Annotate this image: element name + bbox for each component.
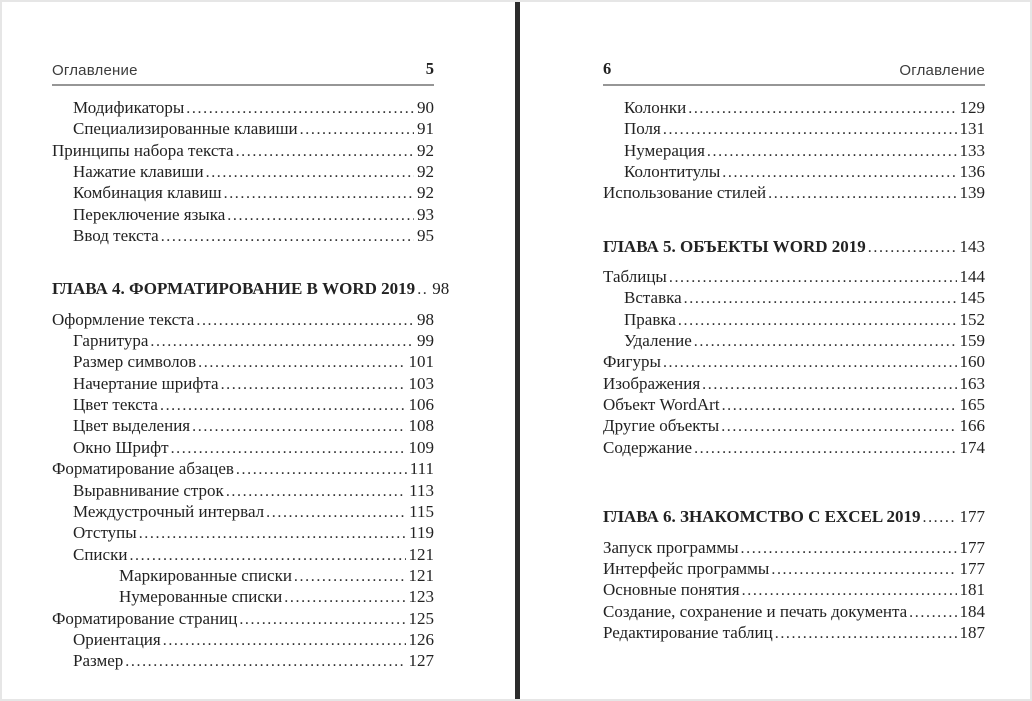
toc-entry	[52, 395, 434, 416]
dot-leader	[139, 523, 406, 544]
toc-entry-label: ГЛАВА 5. ОБЪЕКТЫ WORD 2019	[603, 236, 866, 256]
dot-leader	[186, 98, 414, 119]
toc-entry-page: 119	[409, 523, 434, 543]
toc-entry	[52, 481, 434, 502]
toc-entry-page: 123	[408, 587, 434, 607]
toc-entry-page: 115	[409, 501, 434, 521]
toc-entry-label: Комбинация клавиш	[73, 183, 222, 203]
toc-entry-label: Форматирование абзацев	[52, 459, 234, 479]
toc-entry	[52, 141, 434, 162]
toc-entry-label: Основные понятия	[603, 580, 740, 600]
dot-leader	[125, 651, 405, 672]
toc-entry-page: 174	[959, 437, 985, 457]
toc-entry-page: 166	[959, 416, 985, 436]
dot-leader	[702, 374, 956, 395]
toc-entry-label: Нажатие клавиши	[73, 162, 204, 182]
toc-entry-label: Фигуры	[603, 352, 661, 372]
dot-leader	[722, 395, 957, 416]
toc-entry	[603, 623, 985, 644]
toc-entry	[603, 374, 985, 395]
toc-entry-page: 133	[959, 140, 985, 160]
dot-leader	[161, 226, 414, 247]
toc-entry	[603, 331, 985, 352]
dot-leader	[721, 416, 956, 437]
toc-entry	[603, 559, 985, 580]
toc-entry-page: 163	[959, 373, 985, 393]
toc-entry-page: 121	[408, 565, 434, 585]
toc-entry	[603, 352, 985, 373]
toc-entry-label: Междустрочный интервал	[73, 501, 265, 521]
toc-entry-page: 152	[959, 309, 985, 329]
toc-entry-label: Гарнитура	[73, 331, 149, 351]
toc-entry-page: 177	[959, 537, 985, 557]
toc-entry-page: 129	[959, 98, 985, 117]
toc-entry-label: ГЛАВА 6. ЗНАКОМСТВО С EXCEL 2019	[603, 507, 921, 527]
toc-entry	[52, 609, 434, 630]
toc-entry-page: 127	[408, 651, 434, 671]
toc-entry-page: 184	[959, 601, 985, 621]
toc-entry-label: Списки	[73, 544, 128, 564]
dot-leader	[909, 602, 956, 623]
toc-entry	[603, 183, 985, 204]
toc-entry-label: Удаление	[624, 331, 692, 351]
dot-leader	[922, 507, 956, 528]
dot-leader	[196, 310, 414, 331]
toc-entry	[52, 226, 434, 247]
toc-entry	[603, 119, 985, 140]
toc-entry	[52, 352, 434, 373]
dot-leader	[678, 310, 957, 331]
toc-entry-page: 121	[408, 544, 434, 564]
book-spine-divider	[515, 2, 520, 701]
toc-entry	[52, 523, 434, 544]
toc-entry-page: 177	[959, 507, 985, 527]
toc-entry	[52, 310, 434, 331]
toc-entry-label: Содержание	[603, 437, 693, 457]
toc-entry-label: Маркированные списки	[119, 565, 292, 585]
dot-leader	[868, 237, 957, 258]
toc-entry-label: Колонки	[624, 98, 687, 117]
toc-entry	[52, 119, 434, 140]
dot-leader	[284, 587, 405, 608]
dot-leader	[300, 119, 414, 140]
dot-leader	[688, 98, 956, 119]
toc-entry	[603, 267, 985, 288]
dot-leader	[417, 279, 429, 300]
toc-entry-label: Ориентация	[73, 629, 161, 649]
toc-entry	[52, 587, 434, 608]
dot-leader	[150, 331, 414, 352]
toc-entry-label: Запуск программы	[603, 537, 739, 557]
toc-entry	[52, 183, 434, 204]
dot-leader	[722, 162, 956, 183]
dot-leader	[294, 566, 406, 587]
toc-entry-page: 113	[409, 480, 434, 500]
dot-leader	[227, 205, 414, 226]
dot-leader	[129, 545, 405, 566]
toc-entry	[52, 651, 434, 672]
toc-page-right	[603, 59, 985, 644]
dot-leader	[160, 395, 406, 416]
toc-entry-page: 90	[417, 98, 434, 117]
toc-entry-label: Редактирование таблиц	[603, 622, 773, 642]
toc-entry-page: 91	[417, 119, 434, 139]
toc-entry-label: Создание, сохранение и печать документа	[603, 601, 908, 621]
toc-entry-page: 159	[959, 331, 985, 351]
toc-entry	[52, 98, 434, 119]
toc-entry	[52, 374, 434, 395]
toc-page-left	[52, 59, 450, 673]
toc-list-left	[52, 98, 450, 673]
toc-entry-label: Модификаторы	[73, 98, 185, 117]
toc-entry-label: Интерфейс программы	[603, 558, 770, 578]
toc-entry-page: 143	[959, 236, 985, 256]
toc-entry-page: 103	[408, 373, 434, 393]
toc-entry	[603, 288, 985, 309]
toc-entry-label: Правка	[624, 309, 676, 329]
toc-entry-label: Специализированные клавиши	[73, 119, 298, 139]
toc-entry-page: 177	[959, 558, 985, 578]
toc-entry-page: 181	[959, 580, 985, 600]
page-number-left: 5	[425, 59, 434, 78]
toc-entry	[603, 141, 985, 162]
toc-entry-label: Цвет выделения	[73, 416, 191, 436]
toc-entry-page: 106	[408, 395, 434, 415]
toc-entry-page: 131	[959, 119, 985, 139]
dot-leader	[226, 481, 406, 502]
toc-entry-label: Принципы набора текста	[52, 140, 234, 160]
toc-entry-page: 136	[959, 162, 985, 182]
toc-entry-page: 126	[408, 629, 434, 649]
toc-entry	[52, 331, 434, 352]
toc-entry	[52, 416, 434, 437]
toc-entry	[52, 438, 434, 459]
dot-leader	[771, 559, 956, 580]
toc-entry-page: 98	[417, 309, 434, 329]
toc-entry-page: 95	[417, 226, 434, 246]
toc-entry-page: 92	[417, 140, 434, 160]
page-header-right	[603, 59, 985, 86]
toc-entry	[603, 507, 985, 528]
toc-entry-label: Начертание шрифта	[73, 373, 219, 393]
dot-leader	[684, 288, 957, 309]
dot-leader	[669, 267, 957, 288]
toc-entry-page: 109	[408, 437, 434, 457]
page-header-left	[52, 59, 434, 86]
toc-entry	[52, 630, 434, 651]
toc-entry-label: Таблицы	[603, 267, 667, 287]
toc-entry-page: 187	[959, 622, 985, 642]
toc-entry-label: Размер символов	[73, 352, 197, 372]
toc-entry	[603, 237, 985, 258]
toc-entry-label: Переключение языка	[73, 204, 226, 224]
toc-entry	[603, 162, 985, 183]
dot-leader	[694, 438, 956, 459]
toc-entry	[52, 566, 434, 587]
dot-leader	[663, 352, 957, 373]
page-number-right: 6	[603, 59, 612, 78]
toc-entry-label: Отступы	[73, 523, 137, 543]
toc-entry-page: 98	[432, 279, 450, 299]
toc-entry	[52, 205, 434, 226]
toc-entry-label: Ввод текста	[73, 226, 159, 246]
toc-entry-label: Другие объекты	[603, 416, 720, 436]
toc-entry	[603, 438, 985, 459]
toc-entry-page: 165	[959, 395, 985, 415]
toc-entry-label: Объект WordArt	[603, 395, 720, 415]
running-title-right: Оглавление	[899, 62, 985, 79]
dot-leader	[707, 141, 957, 162]
toc-entry-label: Размер	[73, 651, 124, 671]
dot-leader	[163, 630, 406, 651]
dot-leader	[775, 623, 957, 644]
toc-entry-label: Форматирование страниц	[52, 608, 238, 628]
toc-entry-label: Выравнивание строк	[73, 480, 224, 500]
toc-entry-label: Поля	[624, 119, 661, 139]
dot-leader	[171, 438, 406, 459]
toc-list-right	[603, 98, 985, 644]
toc-entry-label: Вставка	[624, 288, 682, 308]
dot-leader	[266, 502, 406, 523]
dot-leader	[206, 162, 414, 183]
toc-entry-page: 145	[959, 288, 985, 308]
toc-entry-page: 111	[409, 459, 434, 479]
dot-leader	[663, 119, 957, 140]
dot-leader	[192, 416, 405, 437]
toc-entry-label: Окно Шрифт	[73, 437, 169, 457]
toc-entry-page: 108	[408, 416, 434, 436]
dot-leader	[741, 538, 957, 559]
toc-entry-label: Использование стилей	[603, 183, 767, 203]
toc-entry-page: 92	[417, 162, 434, 182]
dot-leader	[239, 609, 405, 630]
dot-leader	[236, 141, 414, 162]
dot-leader	[224, 183, 414, 204]
toc-entry	[603, 580, 985, 601]
toc-entry-page: 92	[417, 183, 434, 203]
toc-entry-label: Колонтитулы	[624, 162, 721, 182]
toc-entry-label: Оформление текста	[52, 309, 195, 329]
toc-entry-page: 99	[417, 331, 434, 351]
toc-entry-page: 139	[959, 183, 985, 203]
toc-entry-page: 125	[408, 608, 434, 628]
toc-entry	[52, 279, 450, 300]
toc-entry	[603, 602, 985, 623]
toc-entry	[603, 416, 985, 437]
toc-entry	[52, 502, 434, 523]
toc-entry-label: Нумерация	[624, 140, 705, 160]
toc-entry-label: Нумерованные списки	[119, 587, 283, 607]
toc-entry-label: ГЛАВА 4. ФОРМАТИРОВАНИЕ В WORD 2019	[52, 279, 416, 299]
dot-leader	[236, 459, 407, 480]
toc-entry-page: 144	[959, 267, 985, 287]
dot-leader	[694, 331, 957, 352]
toc-entry-label: Цвет текста	[73, 395, 158, 415]
toc-entry-label: Изображения	[603, 373, 701, 393]
running-title-left: Оглавление	[52, 62, 138, 79]
dot-leader	[198, 352, 405, 373]
toc-entry-page: 93	[417, 204, 434, 224]
dot-leader	[768, 183, 956, 204]
toc-entry	[603, 538, 985, 559]
toc-entry	[52, 162, 434, 183]
toc-entry	[603, 98, 985, 119]
toc-entry	[52, 459, 434, 480]
toc-entry	[603, 310, 985, 331]
toc-entry	[603, 395, 985, 416]
dot-leader	[742, 580, 957, 601]
dot-leader	[221, 374, 406, 395]
toc-entry	[52, 545, 434, 566]
toc-entry-page: 101	[408, 352, 434, 372]
toc-entry-page: 160	[959, 352, 985, 372]
